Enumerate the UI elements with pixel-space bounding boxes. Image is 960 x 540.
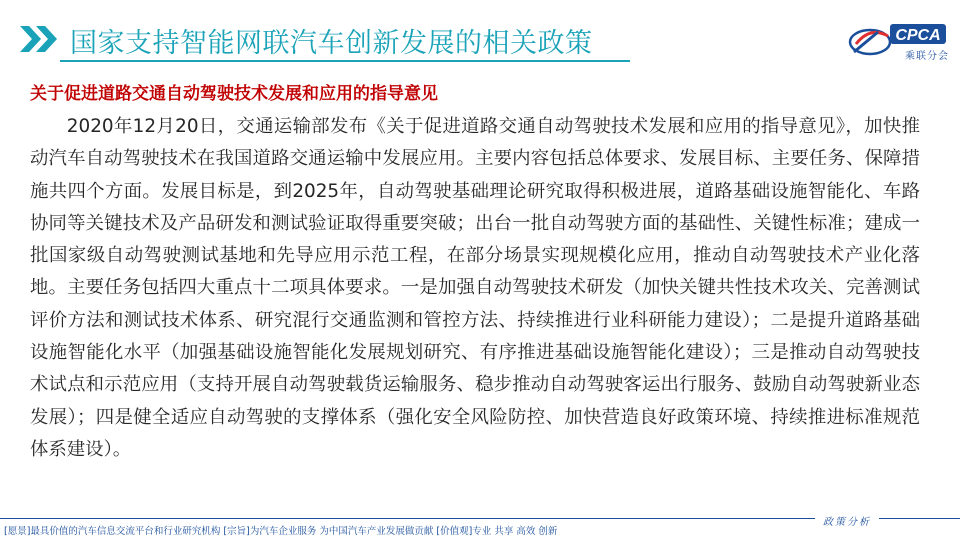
title-underline [60,60,630,62]
footer-section-label: 政策分析 [815,513,879,528]
slide-header [0,0,960,66]
section-subtitle: 关于促进道路交通自动驾驶技术发展和应用的指导意见 [30,84,438,104]
policy-paragraph: 2020年12月20日，交通运输部发布《关于促进道路交通自动驾驶技术发展和应用的指导意见》，加快推动汽车自动驾驶技术在我国道路交通运输中发展应用。主要内容包括总体要求、发展目标、主要任务、保障措施共四个方面。发展目标是，到2025年，自动驾驶基础理论研究取得积极进展，道路基础设施智能化、车路协同等关键技术及产品研发和测试验证取得重要突破；出台一批自动驾驶方面的基础性、关键性标准；建成一批国家级自动驾驶测试基地和先导应用示范工程，在部分场景实现规模化应用，推动自动驾驶技术产业化落地。主要任务包括四大重点十二项具体要求。一是加强自动驾驶技术研发（加快关键共性技术攻关、完善测试评价方法和测试技术体系、研究混行交通监测和管控方法、持续推进行业科研能力建设）；二是提升道路基础设施智能化水平（加强基础设施智能化发展规划研究、有序推进基础设施智能化建设）；三是推动自动驾驶技术试点和示范应用（支持开展自动驾驶载货运输服务、稳步推动自动驾驶客运出行服务、鼓励自动驾驶新业态发展）；四是健全适应自动驾驶的支撑体系（强化安全风险防控、加快营造良好政策环境、持续推进标准规范体系建设）。 [30,116,920,460]
page-title: 国家支持智能网联汽车创新发展的相关政策 [70,28,593,59]
logo-caption: 乘联分会 [905,51,949,62]
footer-vision-text: [愿景]最具价值的汽车信息交流平台和行业研究机构 [宗旨]为汽车企业服务 为中国汽车产业发展做贡献 [价值观]专业 共享 高效 创新 [4,526,558,537]
logo-text: CPCA [895,27,941,44]
double-chevron-icon [20,26,62,52]
